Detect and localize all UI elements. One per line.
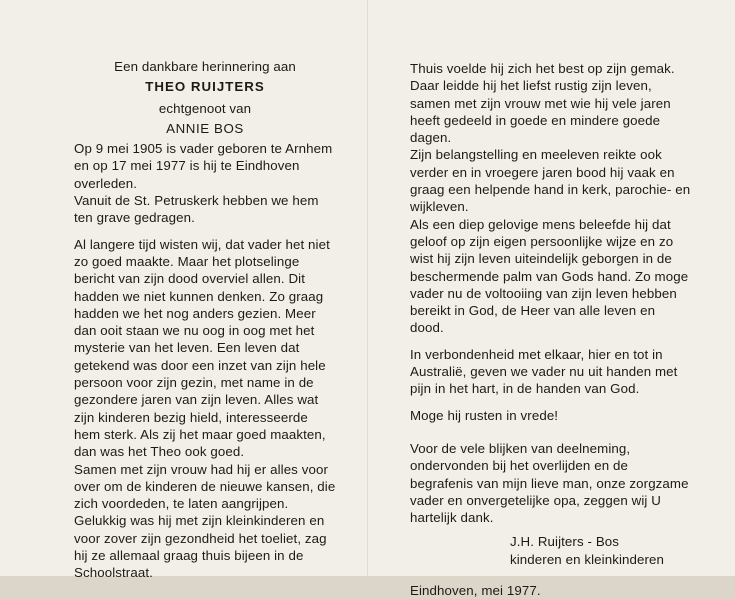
signature-family: kinderen en kleinkinderen xyxy=(510,551,665,567)
right-page xyxy=(410,60,692,599)
signature-block xyxy=(510,533,692,568)
intro-line: Een dankbare herinnering aan xyxy=(114,59,296,74)
card-fold xyxy=(367,0,368,576)
family-paragraph: Samen met zijn vrouw had hij er alles voor over om de kinderen de nieuwe kansen, die zich voordeden, te laten aangrijpen. xyxy=(74,461,336,512)
farewell-paragraph: In verbondenheid met elkaar, hier en tot in Australië, geven we vader nu uit handen met pijn in het hart, in de handen van God. xyxy=(410,346,678,397)
spouse-intro: echtgenoot van xyxy=(158,100,252,116)
spouse-name: ANNIE BOS xyxy=(166,120,244,136)
life-paragraph: Al langere tijd wisten wij, dat vader het niet zo goed maakte. Maar het plotselinge bericht van zijn dood overviel allen. Dit hadden we niet kunnen denken. Zo graag hadden we het nog anders gezien. Meer dan ooit staan we nu oog in oog met het mysterie van het leven. Een leven dat getekend was door een inzet van zijn hele persoon voor zijn gezin, met name in de gezondere jaren van zijn leven. Alles wat zijn kinderen bezig hield, interesseerde hem sterk. Als zij het maar goed maakten, dan was het Theo ook goed. xyxy=(74,236,330,460)
signature-name: J.H. Ruijters - Bos xyxy=(510,534,620,550)
place-date: Eindhoven, mei 1977. xyxy=(410,583,541,599)
faith-paragraph: Als een diep gelovige mens beleefde hij dat geloof op zijn eigen persoonlijke wijze en zo wist hij zijn leven uiteindelijk geborgen in de beschermende palm van Gods hand. Zo moge vader nu de voltooiing van zijn leven hebben bereikt in God, de Heer van alle leven en dood. xyxy=(410,216,689,336)
grandchildren-paragraph: Gelukkig was hij met zijn kleinkinderen en voor zover zijn gezondheid het toeliet, zag hij ze allemaal graag thuis bijeen in de Schoolstraat. xyxy=(74,513,327,581)
home-paragraph: Thuis voelde hij zich het best op zijn gemak. Daar leidde hij het liefst rustig zijn leven, samen met zijn vrouw met wie hij vele jaren heeft gedeeld in goede en mindere goede dagen. xyxy=(410,61,675,146)
rest-in-peace-line: Moge hij rusten in vrede! xyxy=(410,407,559,423)
left-page xyxy=(74,58,336,582)
thanks-paragraph: Voor de vele blijken van deelneming, ondervonden bij het overlijden en de begrafenis van mijn lieve man, onze zorgzame vader en onvergetelijke opa, zeggen wij U hartelijk dank. xyxy=(410,440,689,526)
deceased-name: THEO RUIJTERS xyxy=(145,79,265,95)
church-paragraph: Vanuit de St. Petruskerk hebben we hem ten grave gedragen. xyxy=(74,193,319,226)
involvement-paragraph: Zijn belangstelling en meeleven reikte ook verder en in vroegere jaren bood hij vaak en graag een helpende hand in kerk, parochie- en wijkleven. xyxy=(410,147,691,215)
birth-death-paragraph: Op 9 mei 1905 is vader geboren te Arnhem en op 17 mei 1977 is hij te Eindhoven overleden. xyxy=(74,141,333,191)
